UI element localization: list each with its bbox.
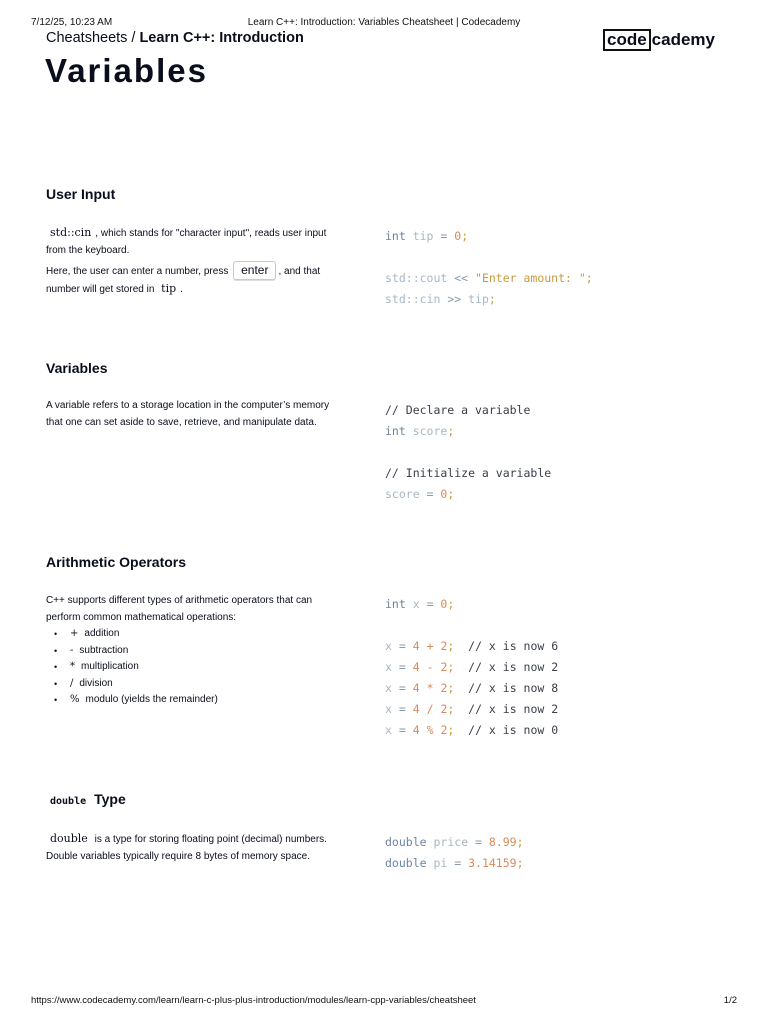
- breadcrumb-separator: /: [131, 30, 136, 46]
- inline-code-tip: tip: [161, 281, 177, 295]
- print-footer: [31, 995, 737, 1006]
- arithmetic-description: [46, 593, 331, 709]
- operator-label: modulo (yields the remainder): [85, 694, 218, 705]
- print-title: Learn C++: Introduction: Variables Cheatsheet | Codecademy: [247, 17, 521, 28]
- arithmetic-code-block: [385, 594, 558, 741]
- code-token: x: [385, 723, 392, 737]
- user-input-description: [46, 225, 331, 298]
- breadcrumb-current-course[interactable]: Learn C++: Introduction: [139, 30, 304, 46]
- logo-code-box: code: [603, 29, 651, 51]
- breadcrumb-cheatsheets-link[interactable]: Cheatsheets: [46, 30, 128, 46]
- code-line: [385, 657, 558, 678]
- code-token: =: [391, 681, 413, 695]
- code-token: tip: [468, 292, 489, 306]
- code-token: >>: [440, 292, 469, 306]
- code-token: 2: [440, 702, 448, 716]
- code-token: =: [433, 229, 455, 243]
- list-item: [70, 643, 331, 660]
- code-line: [385, 678, 558, 699]
- logo-cademy-text: cademy: [651, 30, 715, 49]
- operator-symbol: %: [70, 694, 80, 705]
- code-token: ;: [447, 660, 455, 674]
- code-line: [385, 594, 558, 615]
- code-blank-line: [385, 442, 551, 463]
- section-title-variables: Variables: [46, 360, 108, 376]
- code-token: =: [391, 639, 413, 653]
- page-number: 1/2: [723, 995, 737, 1006]
- code-token: 4: [412, 660, 420, 674]
- code-token: /: [419, 702, 441, 716]
- code-token: 4: [412, 681, 420, 695]
- code-token: ;: [447, 424, 455, 438]
- code-token: int: [385, 229, 406, 243]
- code-comment: // Declare a variable: [385, 403, 531, 417]
- code-token: std::cout: [385, 271, 448, 285]
- code-line: [385, 832, 524, 853]
- code-token: pi: [426, 856, 448, 870]
- user-input-line1-text: , which stands for "character input", reads user input from the keyboard.: [46, 228, 327, 256]
- title-type-text: Type: [94, 791, 126, 807]
- code-token: x: [385, 660, 392, 674]
- code-comment: // x is now 8: [454, 681, 559, 695]
- code-token: 8.99: [488, 835, 517, 849]
- code-line: [385, 636, 558, 657]
- code-token: double: [385, 856, 427, 870]
- code-token: int: [385, 597, 406, 611]
- list-item: [70, 692, 331, 709]
- enter-key: enter: [233, 261, 276, 280]
- code-token: -: [419, 660, 441, 674]
- operator-label: addition: [84, 628, 120, 639]
- operator-label: subtraction: [79, 644, 129, 656]
- operator-label: division: [79, 677, 113, 689]
- code-token: ;: [516, 856, 524, 870]
- code-token: ;: [447, 681, 455, 695]
- code-token: 4: [412, 723, 420, 737]
- code-token: =: [419, 487, 441, 501]
- code-token: ;: [447, 639, 455, 653]
- code-token: price: [426, 835, 469, 849]
- code-line: [385, 699, 558, 720]
- list-item: [70, 659, 331, 676]
- code-token: score: [385, 487, 420, 501]
- code-token: *: [419, 681, 441, 695]
- code-comment: // x is now 2: [454, 660, 559, 674]
- variables-description: [46, 398, 331, 431]
- user-input-line2-end: .: [180, 283, 183, 295]
- code-token: =: [391, 702, 413, 716]
- operator-label: multiplication: [81, 661, 139, 672]
- code-token: 2: [440, 660, 448, 674]
- user-input-line2-pre: Here, the user can enter a number, press: [46, 266, 229, 277]
- operator-list: [46, 626, 331, 709]
- inline-code-double: double: [50, 832, 88, 845]
- section-title-arithmetic-operators: Arithmetic Operators: [46, 554, 187, 570]
- code-token: ;: [447, 702, 455, 716]
- code-token: ;: [447, 487, 455, 501]
- user-input-paragraph-2: [46, 261, 331, 298]
- code-token: std::cin: [385, 292, 441, 306]
- operator-symbol: /: [70, 677, 74, 689]
- code-comment: // x is now 0: [454, 723, 559, 737]
- code-line: [385, 289, 593, 310]
- footer-url[interactable]: https://www.codecademy.com/learn/learn-c-plus-plus-introduction/modules/learn-cpp-variables/cheatsheet: [31, 995, 476, 1006]
- code-token: %: [419, 723, 441, 737]
- code-token: tip: [405, 229, 434, 243]
- code-token: 2: [440, 681, 448, 695]
- user-input-line2-mid: , and that number will get stored in: [46, 266, 321, 295]
- code-token: ;: [447, 723, 455, 737]
- code-token: =: [468, 835, 489, 849]
- code-token: =: [447, 856, 469, 870]
- arithmetic-text: C++ supports different types of arithmetic operators that can perform common mathematical operations:: [46, 595, 313, 623]
- code-blank-line: [385, 615, 558, 636]
- code-token: +: [419, 639, 441, 653]
- double-text-body: is a type for storing floating point (decimal) numbers. Double variables typically require 8 bytes of memory space.: [46, 834, 327, 862]
- code-token: <<: [447, 271, 476, 285]
- code-comment: // x is now 2: [454, 702, 559, 716]
- code-token: x: [405, 597, 420, 611]
- user-input-paragraph-1: [46, 225, 331, 259]
- code-token: ;: [488, 292, 496, 306]
- section-title-double-type: [46, 791, 126, 807]
- code-token: ;: [447, 597, 455, 611]
- section-title-user-input: User Input: [46, 186, 116, 202]
- code-token: =: [419, 597, 441, 611]
- code-comment: // x is now 6: [454, 639, 559, 653]
- double-code-block: [385, 832, 524, 874]
- variables-text: A variable refers to a storage location in the computer’s memory that one can set aside to save, retrieve, and manipulate data.: [46, 400, 330, 428]
- code-token: "Enter amount: ": [475, 271, 586, 285]
- list-item: [70, 676, 331, 693]
- list-item: [70, 626, 331, 643]
- code-token: score: [405, 424, 448, 438]
- code-token: 2: [440, 723, 448, 737]
- code-line: [385, 226, 593, 247]
- code-line: [385, 268, 593, 289]
- user-input-code-block: [385, 226, 593, 310]
- code-token: ;: [461, 229, 469, 243]
- page-title: Variables: [45, 52, 208, 89]
- code-token: =: [391, 723, 413, 737]
- breadcrumb: [46, 30, 304, 46]
- code-token: x: [385, 639, 392, 653]
- inline-code-cin: std::cin: [50, 226, 92, 239]
- double-description: [46, 831, 331, 865]
- codecademy-logo[interactable]: [603, 29, 715, 51]
- code-token: 0: [440, 597, 448, 611]
- double-text: [46, 831, 331, 865]
- code-token: 0: [440, 487, 448, 501]
- code-line: [385, 421, 551, 442]
- operator-symbol: *: [70, 661, 75, 672]
- code-token: 0: [454, 229, 462, 243]
- code-line: [385, 720, 558, 741]
- code-comment: // Initialize a variable: [385, 466, 552, 480]
- code-token: ;: [516, 835, 524, 849]
- code-token: ;: [585, 271, 593, 285]
- code-line: [385, 853, 524, 874]
- operator-symbol: +: [70, 628, 79, 639]
- code-token: x: [385, 681, 392, 695]
- code-line: [385, 484, 551, 505]
- title-code-double: double: [50, 796, 87, 807]
- code-token: 4: [412, 702, 420, 716]
- code-token: 2: [440, 639, 448, 653]
- print-date: 7/12/25, 10:23 AM: [31, 17, 113, 28]
- code-token: =: [391, 660, 413, 674]
- variables-code-block: [385, 400, 551, 505]
- code-token: double: [385, 835, 427, 849]
- operator-symbol: -: [70, 644, 74, 656]
- code-token: x: [385, 702, 392, 716]
- code-token: int: [385, 424, 406, 438]
- code-token: 3.14159: [468, 856, 517, 870]
- code-token: 4: [412, 639, 420, 653]
- code-blank-line: [385, 247, 593, 268]
